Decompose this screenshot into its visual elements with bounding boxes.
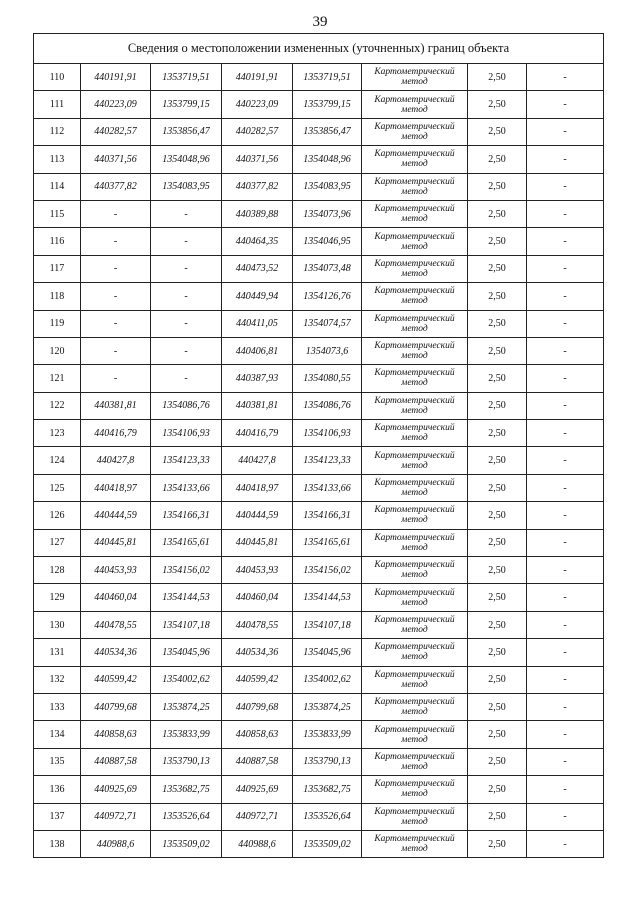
point-number-cell: 131	[34, 639, 81, 666]
accuracy-cell: 2,50	[468, 447, 527, 474]
method-cell: Картометрический метод	[362, 502, 468, 529]
y-refined-cell: 1353509,02	[293, 830, 362, 857]
method-cell: Картометрический метод	[362, 64, 468, 91]
note-cell: -	[527, 502, 604, 529]
method-cell: Картометрический метод	[362, 529, 468, 556]
accuracy-cell: 2,50	[468, 639, 527, 666]
note-cell: -	[527, 748, 604, 775]
y-existing-cell: 1354165,61	[151, 529, 222, 556]
accuracy-cell: 2,50	[468, 721, 527, 748]
method-cell: Картометрический метод	[362, 118, 468, 145]
point-number-cell: 124	[34, 447, 81, 474]
point-number-cell: 123	[34, 420, 81, 447]
x-refined-cell: 440445,81	[222, 529, 293, 556]
accuracy-cell: 2,50	[468, 776, 527, 803]
table-row	[34, 365, 604, 392]
y-refined-cell: 1354126,76	[293, 283, 362, 310]
y-existing-cell: 1353526,64	[151, 803, 222, 830]
point-number-cell: 129	[34, 584, 81, 611]
accuracy-cell: 2,50	[468, 200, 527, 227]
table-row	[34, 666, 604, 693]
y-existing-cell: 1354083,95	[151, 173, 222, 200]
y-existing-cell: 1353509,02	[151, 830, 222, 857]
y-refined-cell: 1353526,64	[293, 803, 362, 830]
x-refined-cell: 440282,57	[222, 118, 293, 145]
point-number-cell: 135	[34, 748, 81, 775]
table-row	[34, 91, 604, 118]
note-cell: -	[527, 803, 604, 830]
x-existing-cell: -	[81, 228, 151, 255]
y-existing-cell: 1354048,96	[151, 146, 222, 173]
table-row	[34, 200, 604, 227]
point-number-cell: 127	[34, 529, 81, 556]
accuracy-cell: 2,50	[468, 666, 527, 693]
table-row	[34, 228, 604, 255]
accuracy-cell: 2,50	[468, 502, 527, 529]
point-number-cell: 110	[34, 64, 81, 91]
y-refined-cell: 1354080,55	[293, 365, 362, 392]
x-existing-cell: 440371,56	[81, 146, 151, 173]
note-cell: -	[527, 420, 604, 447]
x-existing-cell: 440460,04	[81, 584, 151, 611]
method-cell: Картометрический метод	[362, 337, 468, 364]
y-refined-cell: 1354156,02	[293, 557, 362, 584]
note-cell: -	[527, 118, 604, 145]
accuracy-cell: 2,50	[468, 64, 527, 91]
point-number-cell: 118	[34, 283, 81, 310]
note-cell: -	[527, 639, 604, 666]
method-cell: Картометрический метод	[362, 283, 468, 310]
note-cell: -	[527, 666, 604, 693]
method-cell: Картометрический метод	[362, 639, 468, 666]
table-row	[34, 146, 604, 173]
x-existing-cell: 440416,79	[81, 420, 151, 447]
x-refined-cell: 440464,35	[222, 228, 293, 255]
x-existing-cell: 440191,91	[81, 64, 151, 91]
point-number-cell: 136	[34, 776, 81, 803]
accuracy-cell: 2,50	[468, 118, 527, 145]
table-row	[34, 118, 604, 145]
point-number-cell: 117	[34, 255, 81, 282]
table-row	[34, 776, 604, 803]
x-existing-cell: 440445,81	[81, 529, 151, 556]
point-number-cell: 138	[34, 830, 81, 857]
x-existing-cell: 440925,69	[81, 776, 151, 803]
y-existing-cell: 1353790,13	[151, 748, 222, 775]
method-cell: Картометрический метод	[362, 91, 468, 118]
accuracy-cell: 2,50	[468, 803, 527, 830]
y-refined-cell: 1354083,95	[293, 173, 362, 200]
y-existing-cell: 1353682,75	[151, 776, 222, 803]
method-cell: Картометрический метод	[362, 365, 468, 392]
accuracy-cell: 2,50	[468, 420, 527, 447]
table-row	[34, 474, 604, 501]
y-existing-cell: 1354086,76	[151, 392, 222, 419]
x-refined-cell: 440453,93	[222, 557, 293, 584]
note-cell: -	[527, 365, 604, 392]
point-number-cell: 111	[34, 91, 81, 118]
point-number-cell: 115	[34, 200, 81, 227]
y-refined-cell: 1354107,18	[293, 611, 362, 638]
y-refined-cell: 1353790,13	[293, 748, 362, 775]
x-refined-cell: 440444,59	[222, 502, 293, 529]
method-cell: Картометрический метод	[362, 228, 468, 255]
table-row	[34, 447, 604, 474]
point-number-cell: 125	[34, 474, 81, 501]
point-number-cell: 134	[34, 721, 81, 748]
point-number-cell: 120	[34, 337, 81, 364]
x-refined-cell: 440406,81	[222, 337, 293, 364]
table-row	[34, 420, 604, 447]
y-refined-cell: 1354074,57	[293, 310, 362, 337]
y-existing-cell: 1354133,66	[151, 474, 222, 501]
accuracy-cell: 2,50	[468, 611, 527, 638]
page-number: 39	[312, 14, 328, 30]
method-cell: Картометрический метод	[362, 200, 468, 227]
x-refined-cell: 440449,94	[222, 283, 293, 310]
table-row	[34, 584, 604, 611]
accuracy-cell: 2,50	[468, 255, 527, 282]
y-refined-cell: 1353682,75	[293, 776, 362, 803]
accuracy-cell: 2,50	[468, 830, 527, 857]
method-cell: Картометрический метод	[362, 721, 468, 748]
note-cell: -	[527, 611, 604, 638]
table-row	[34, 64, 604, 91]
x-existing-cell: 440381,81	[81, 392, 151, 419]
accuracy-cell: 2,50	[468, 337, 527, 364]
point-number-cell: 128	[34, 557, 81, 584]
table-row	[34, 557, 604, 584]
x-refined-cell: 440191,91	[222, 64, 293, 91]
x-existing-cell: 440377,82	[81, 173, 151, 200]
method-cell: Картометрический метод	[362, 474, 468, 501]
y-refined-cell: 1353874,25	[293, 693, 362, 720]
y-refined-cell: 1354048,96	[293, 146, 362, 173]
y-existing-cell: 1354107,18	[151, 611, 222, 638]
table-body	[34, 64, 604, 858]
y-existing-cell: -	[151, 200, 222, 227]
x-refined-cell: 440925,69	[222, 776, 293, 803]
point-number-cell: 130	[34, 611, 81, 638]
x-existing-cell: -	[81, 337, 151, 364]
x-refined-cell: 440599,42	[222, 666, 293, 693]
method-cell: Картометрический метод	[362, 310, 468, 337]
point-number-cell: 133	[34, 693, 81, 720]
note-cell: -	[527, 173, 604, 200]
table-row	[34, 392, 604, 419]
table-row	[34, 721, 604, 748]
note-cell: -	[527, 310, 604, 337]
x-refined-cell: 440534,36	[222, 639, 293, 666]
table-row	[34, 255, 604, 282]
x-existing-cell: -	[81, 283, 151, 310]
y-refined-cell: 1354046,95	[293, 228, 362, 255]
table-row	[34, 611, 604, 638]
y-existing-cell: 1354144,53	[151, 584, 222, 611]
note-cell: -	[527, 776, 604, 803]
y-existing-cell: 1353799,15	[151, 91, 222, 118]
x-refined-cell: 440418,97	[222, 474, 293, 501]
method-cell: Картометрический метод	[362, 420, 468, 447]
method-cell: Картометрический метод	[362, 173, 468, 200]
x-refined-cell: 440972,71	[222, 803, 293, 830]
y-refined-cell: 1354144,53	[293, 584, 362, 611]
x-refined-cell: 440377,82	[222, 173, 293, 200]
table-caption: Сведения о местоположении измененных (уточненных) границ объекта	[34, 34, 604, 64]
y-existing-cell: 1353856,47	[151, 118, 222, 145]
point-number-cell: 116	[34, 228, 81, 255]
method-cell: Картометрический метод	[362, 830, 468, 857]
x-refined-cell: 440799,68	[222, 693, 293, 720]
y-refined-cell: 1354073,48	[293, 255, 362, 282]
note-cell: -	[527, 91, 604, 118]
point-number-cell: 137	[34, 803, 81, 830]
point-number-cell: 121	[34, 365, 81, 392]
note-cell: -	[527, 392, 604, 419]
x-existing-cell: 440282,57	[81, 118, 151, 145]
note-cell: -	[527, 529, 604, 556]
y-existing-cell: 1354156,02	[151, 557, 222, 584]
y-refined-cell: 1354166,31	[293, 502, 362, 529]
note-cell: -	[527, 830, 604, 857]
accuracy-cell: 2,50	[468, 365, 527, 392]
x-existing-cell: -	[81, 200, 151, 227]
y-refined-cell: 1353719,51	[293, 64, 362, 91]
accuracy-cell: 2,50	[468, 557, 527, 584]
x-refined-cell: 440371,56	[222, 146, 293, 173]
point-number-cell: 126	[34, 502, 81, 529]
x-refined-cell: 440858,63	[222, 721, 293, 748]
accuracy-cell: 2,50	[468, 529, 527, 556]
method-cell: Картометрический метод	[362, 611, 468, 638]
x-existing-cell: 440887,58	[81, 748, 151, 775]
y-existing-cell: 1354045,96	[151, 639, 222, 666]
note-cell: -	[527, 146, 604, 173]
y-refined-cell: 1354045,96	[293, 639, 362, 666]
note-cell: -	[527, 584, 604, 611]
table-row	[34, 639, 604, 666]
y-existing-cell: -	[151, 337, 222, 364]
point-number-cell: 119	[34, 310, 81, 337]
accuracy-cell: 2,50	[468, 693, 527, 720]
note-cell: -	[527, 228, 604, 255]
y-existing-cell: -	[151, 255, 222, 282]
method-cell: Картометрический метод	[362, 776, 468, 803]
y-existing-cell: -	[151, 365, 222, 392]
y-existing-cell: 1353874,25	[151, 693, 222, 720]
method-cell: Картометрический метод	[362, 748, 468, 775]
method-cell: Картометрический метод	[362, 392, 468, 419]
y-existing-cell: 1354002,62	[151, 666, 222, 693]
x-refined-cell: 440381,81	[222, 392, 293, 419]
table-row	[34, 748, 604, 775]
table-row	[34, 693, 604, 720]
accuracy-cell: 2,50	[468, 474, 527, 501]
y-existing-cell: 1354166,31	[151, 502, 222, 529]
x-refined-cell: 440416,79	[222, 420, 293, 447]
x-existing-cell: -	[81, 365, 151, 392]
accuracy-cell: 2,50	[468, 146, 527, 173]
method-cell: Картометрический метод	[362, 666, 468, 693]
accuracy-cell: 2,50	[468, 228, 527, 255]
x-existing-cell: 440478,55	[81, 611, 151, 638]
method-cell: Картометрический метод	[362, 693, 468, 720]
y-refined-cell: 1354073,96	[293, 200, 362, 227]
x-existing-cell: -	[81, 255, 151, 282]
note-cell: -	[527, 337, 604, 364]
y-refined-cell: 1353799,15	[293, 91, 362, 118]
y-existing-cell: 1354123,33	[151, 447, 222, 474]
y-existing-cell: 1353833,99	[151, 721, 222, 748]
y-refined-cell: 1353856,47	[293, 118, 362, 145]
x-existing-cell: 440599,42	[81, 666, 151, 693]
x-refined-cell: 440427,8	[222, 447, 293, 474]
note-cell: -	[527, 557, 604, 584]
accuracy-cell: 2,50	[468, 283, 527, 310]
x-refined-cell: 440478,55	[222, 611, 293, 638]
y-refined-cell: 1354002,62	[293, 666, 362, 693]
table-row	[34, 283, 604, 310]
method-cell: Картометрический метод	[362, 803, 468, 830]
x-existing-cell: 440988,6	[81, 830, 151, 857]
x-refined-cell: 440411,05	[222, 310, 293, 337]
y-refined-cell: 1354165,61	[293, 529, 362, 556]
note-cell: -	[527, 255, 604, 282]
y-existing-cell: 1353719,51	[151, 64, 222, 91]
note-cell: -	[527, 693, 604, 720]
point-number-cell: 132	[34, 666, 81, 693]
table-row	[34, 173, 604, 200]
x-existing-cell: 440427,8	[81, 447, 151, 474]
accuracy-cell: 2,50	[468, 91, 527, 118]
y-refined-cell: 1354106,93	[293, 420, 362, 447]
x-existing-cell: 440972,71	[81, 803, 151, 830]
point-number-cell: 114	[34, 173, 81, 200]
y-existing-cell: -	[151, 310, 222, 337]
note-cell: -	[527, 447, 604, 474]
y-refined-cell: 1354123,33	[293, 447, 362, 474]
table-row	[34, 803, 604, 830]
x-existing-cell: 440858,63	[81, 721, 151, 748]
note-cell: -	[527, 64, 604, 91]
table-row	[34, 310, 604, 337]
point-number-cell: 113	[34, 146, 81, 173]
accuracy-cell: 2,50	[468, 584, 527, 611]
accuracy-cell: 2,50	[468, 392, 527, 419]
method-cell: Картометрический метод	[362, 447, 468, 474]
x-refined-cell: 440887,58	[222, 748, 293, 775]
y-existing-cell: 1354106,93	[151, 420, 222, 447]
x-refined-cell: 440473,52	[222, 255, 293, 282]
x-refined-cell: 440223,09	[222, 91, 293, 118]
method-cell: Картометрический метод	[362, 146, 468, 173]
table-row	[34, 830, 604, 857]
y-refined-cell: 1353833,99	[293, 721, 362, 748]
boundary-coordinates-table	[33, 33, 604, 858]
y-existing-cell: -	[151, 283, 222, 310]
x-existing-cell: 440453,93	[81, 557, 151, 584]
y-refined-cell: 1354073,6	[293, 337, 362, 364]
y-refined-cell: 1354133,66	[293, 474, 362, 501]
x-existing-cell: 440444,59	[81, 502, 151, 529]
note-cell: -	[527, 200, 604, 227]
table-row	[34, 337, 604, 364]
x-refined-cell: 440389,88	[222, 200, 293, 227]
x-refined-cell: 440460,04	[222, 584, 293, 611]
method-cell: Картометрический метод	[362, 557, 468, 584]
x-existing-cell: 440799,68	[81, 693, 151, 720]
method-cell: Картометрический метод	[362, 584, 468, 611]
note-cell: -	[527, 283, 604, 310]
accuracy-cell: 2,50	[468, 310, 527, 337]
y-existing-cell: -	[151, 228, 222, 255]
table-row	[34, 502, 604, 529]
x-refined-cell: 440988,6	[222, 830, 293, 857]
note-cell: -	[527, 474, 604, 501]
point-number-cell: 122	[34, 392, 81, 419]
x-refined-cell: 440387,93	[222, 365, 293, 392]
accuracy-cell: 2,50	[468, 173, 527, 200]
table-row	[34, 529, 604, 556]
note-cell: -	[527, 721, 604, 748]
point-number-cell: 112	[34, 118, 81, 145]
x-existing-cell: 440418,97	[81, 474, 151, 501]
x-existing-cell: -	[81, 310, 151, 337]
accuracy-cell: 2,50	[468, 748, 527, 775]
y-refined-cell: 1354086,76	[293, 392, 362, 419]
x-existing-cell: 440223,09	[81, 91, 151, 118]
method-cell: Картометрический метод	[362, 255, 468, 282]
x-existing-cell: 440534,36	[81, 639, 151, 666]
